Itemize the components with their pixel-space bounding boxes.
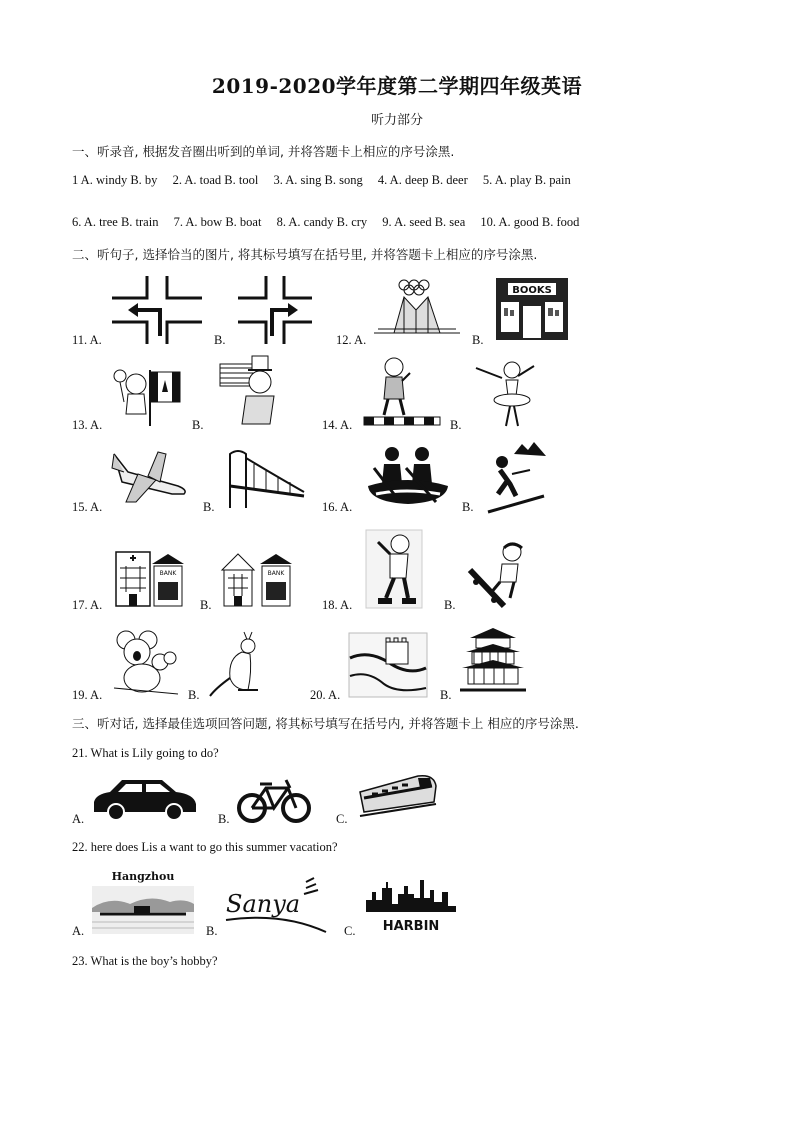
- bookstore-sign: BOOKS: [512, 285, 552, 296]
- q21-c-label: C.: [336, 812, 348, 826]
- q12-b-label: B.: [472, 333, 484, 347]
- harbin-caption: HARBIN: [382, 919, 440, 934]
- question-9: 9. A. seed B. sea: [382, 215, 466, 229]
- airplane-icon: [108, 444, 190, 510]
- question-21: 21. What is Lily going to do?: [72, 746, 219, 760]
- q16-a-label: 16. A.: [322, 500, 353, 514]
- question-1: 1 A. windy B. by: [72, 173, 158, 187]
- q18-b-label: B.: [444, 598, 456, 612]
- page-title: 2019-2020学年度第二学期四年级英语: [211, 74, 583, 98]
- sanya-logo: [222, 872, 330, 936]
- q13-a-label: 13. A.: [72, 418, 103, 432]
- section1-row1: [72, 173, 583, 188]
- q22-b-label: B.: [206, 924, 218, 938]
- harbin-skyline: [364, 878, 458, 934]
- q14-b-label: B.: [450, 418, 462, 432]
- pagoda-tower-icon: [458, 626, 528, 696]
- question-4: 4. A. deep B. deer: [377, 173, 468, 187]
- question-10: 10. A. good B. food: [480, 215, 580, 229]
- q14-a-label: 14. A.: [322, 418, 353, 432]
- q19-a-label: 19. A.: [72, 688, 103, 702]
- q16-b-label: B.: [462, 500, 474, 514]
- q17-b-label: B.: [200, 598, 212, 612]
- section3-heading: 三、听对话, 选择最佳选项回答问题, 将其标号填写在括号内, 并将答题卡上 相应的序号涂黑.: [72, 716, 579, 731]
- hangzhou-picture: [90, 868, 196, 936]
- q18-a-label: 18. A.: [322, 598, 353, 612]
- turn-right-icon: [238, 276, 312, 344]
- question-22: 22. here does Lis a want to go this summer vacation?: [72, 840, 338, 854]
- rafting-icon: [366, 444, 450, 510]
- sanya-logo-text: Sanya: [226, 890, 301, 918]
- q12-a-label: 12. A.: [336, 333, 367, 347]
- page-subtitle: 听力部分: [370, 113, 423, 128]
- q20-b-label: B.: [440, 688, 452, 702]
- question-5: 5. A. play B. pain: [482, 173, 571, 187]
- q21-a-label: A.: [72, 812, 85, 826]
- skateboarding-icon: [464, 540, 536, 610]
- uncle-sam-flag-icon: [216, 352, 282, 428]
- question-23: 23. What is the boy’s hobby?: [72, 954, 218, 968]
- canada-flag-child-icon: [110, 362, 184, 428]
- question-2: 2. A. toad B. tool: [172, 173, 259, 187]
- section1-row2: [72, 215, 591, 230]
- question-8: 8. A. candy B. cry: [276, 215, 368, 229]
- q15-a-label: 15. A.: [72, 500, 103, 514]
- high-speed-train-icon: [358, 772, 438, 818]
- question-6: 6. A. tree B. train: [72, 215, 159, 229]
- section2-heading: 二、听句子, 选择恰当的图片, 将其标号填写在括号里, 并将答题卡上相应的序号涂黑.: [72, 247, 538, 262]
- bridge-train-icon: [226, 446, 306, 508]
- hangzhou-caption: Hangzhou: [111, 870, 175, 883]
- roller-skating-icon: [364, 528, 424, 610]
- kangaroo-icon: [208, 628, 266, 698]
- section1-heading: 一、听录音, 根据发音圈出听到的单词, 并将答题卡上相应的序号涂黑.: [72, 144, 455, 159]
- q15-b-label: B.: [203, 500, 215, 514]
- q20-a-label: 20. A.: [310, 688, 341, 702]
- question-3: 3. A. sing B. song: [273, 173, 363, 187]
- koala-icon: [112, 628, 180, 696]
- bank-sign-2: BANK: [267, 570, 285, 577]
- q11-b-label: B.: [214, 333, 226, 347]
- singing-boy-icon: [362, 355, 442, 427]
- q22-a-label: A.: [72, 924, 85, 938]
- school-and-bank-icon: [220, 550, 294, 608]
- ballet-dancer-icon: [472, 356, 536, 428]
- q21-b-label: B.: [218, 812, 230, 826]
- q17-a-label: 17. A.: [72, 598, 103, 612]
- q22-c-label: C.: [344, 924, 356, 938]
- turn-left-icon: [112, 276, 202, 344]
- hospital-and-bank-icon: [114, 546, 184, 608]
- bicycle-icon: [236, 774, 312, 824]
- q11-a-label: 11. A.: [72, 333, 102, 347]
- car-icon: [90, 776, 200, 822]
- skiing-icon: [486, 440, 548, 514]
- olympic-stadium-icon: [374, 275, 460, 337]
- question-7: 7. A. bow B. boat: [173, 215, 262, 229]
- great-wall-icon: [348, 632, 428, 698]
- bookstore-icon: [494, 276, 570, 342]
- q13-b-label: B.: [192, 418, 204, 432]
- q19-b-label: B.: [188, 688, 200, 702]
- bank-sign: BANK: [159, 570, 177, 577]
